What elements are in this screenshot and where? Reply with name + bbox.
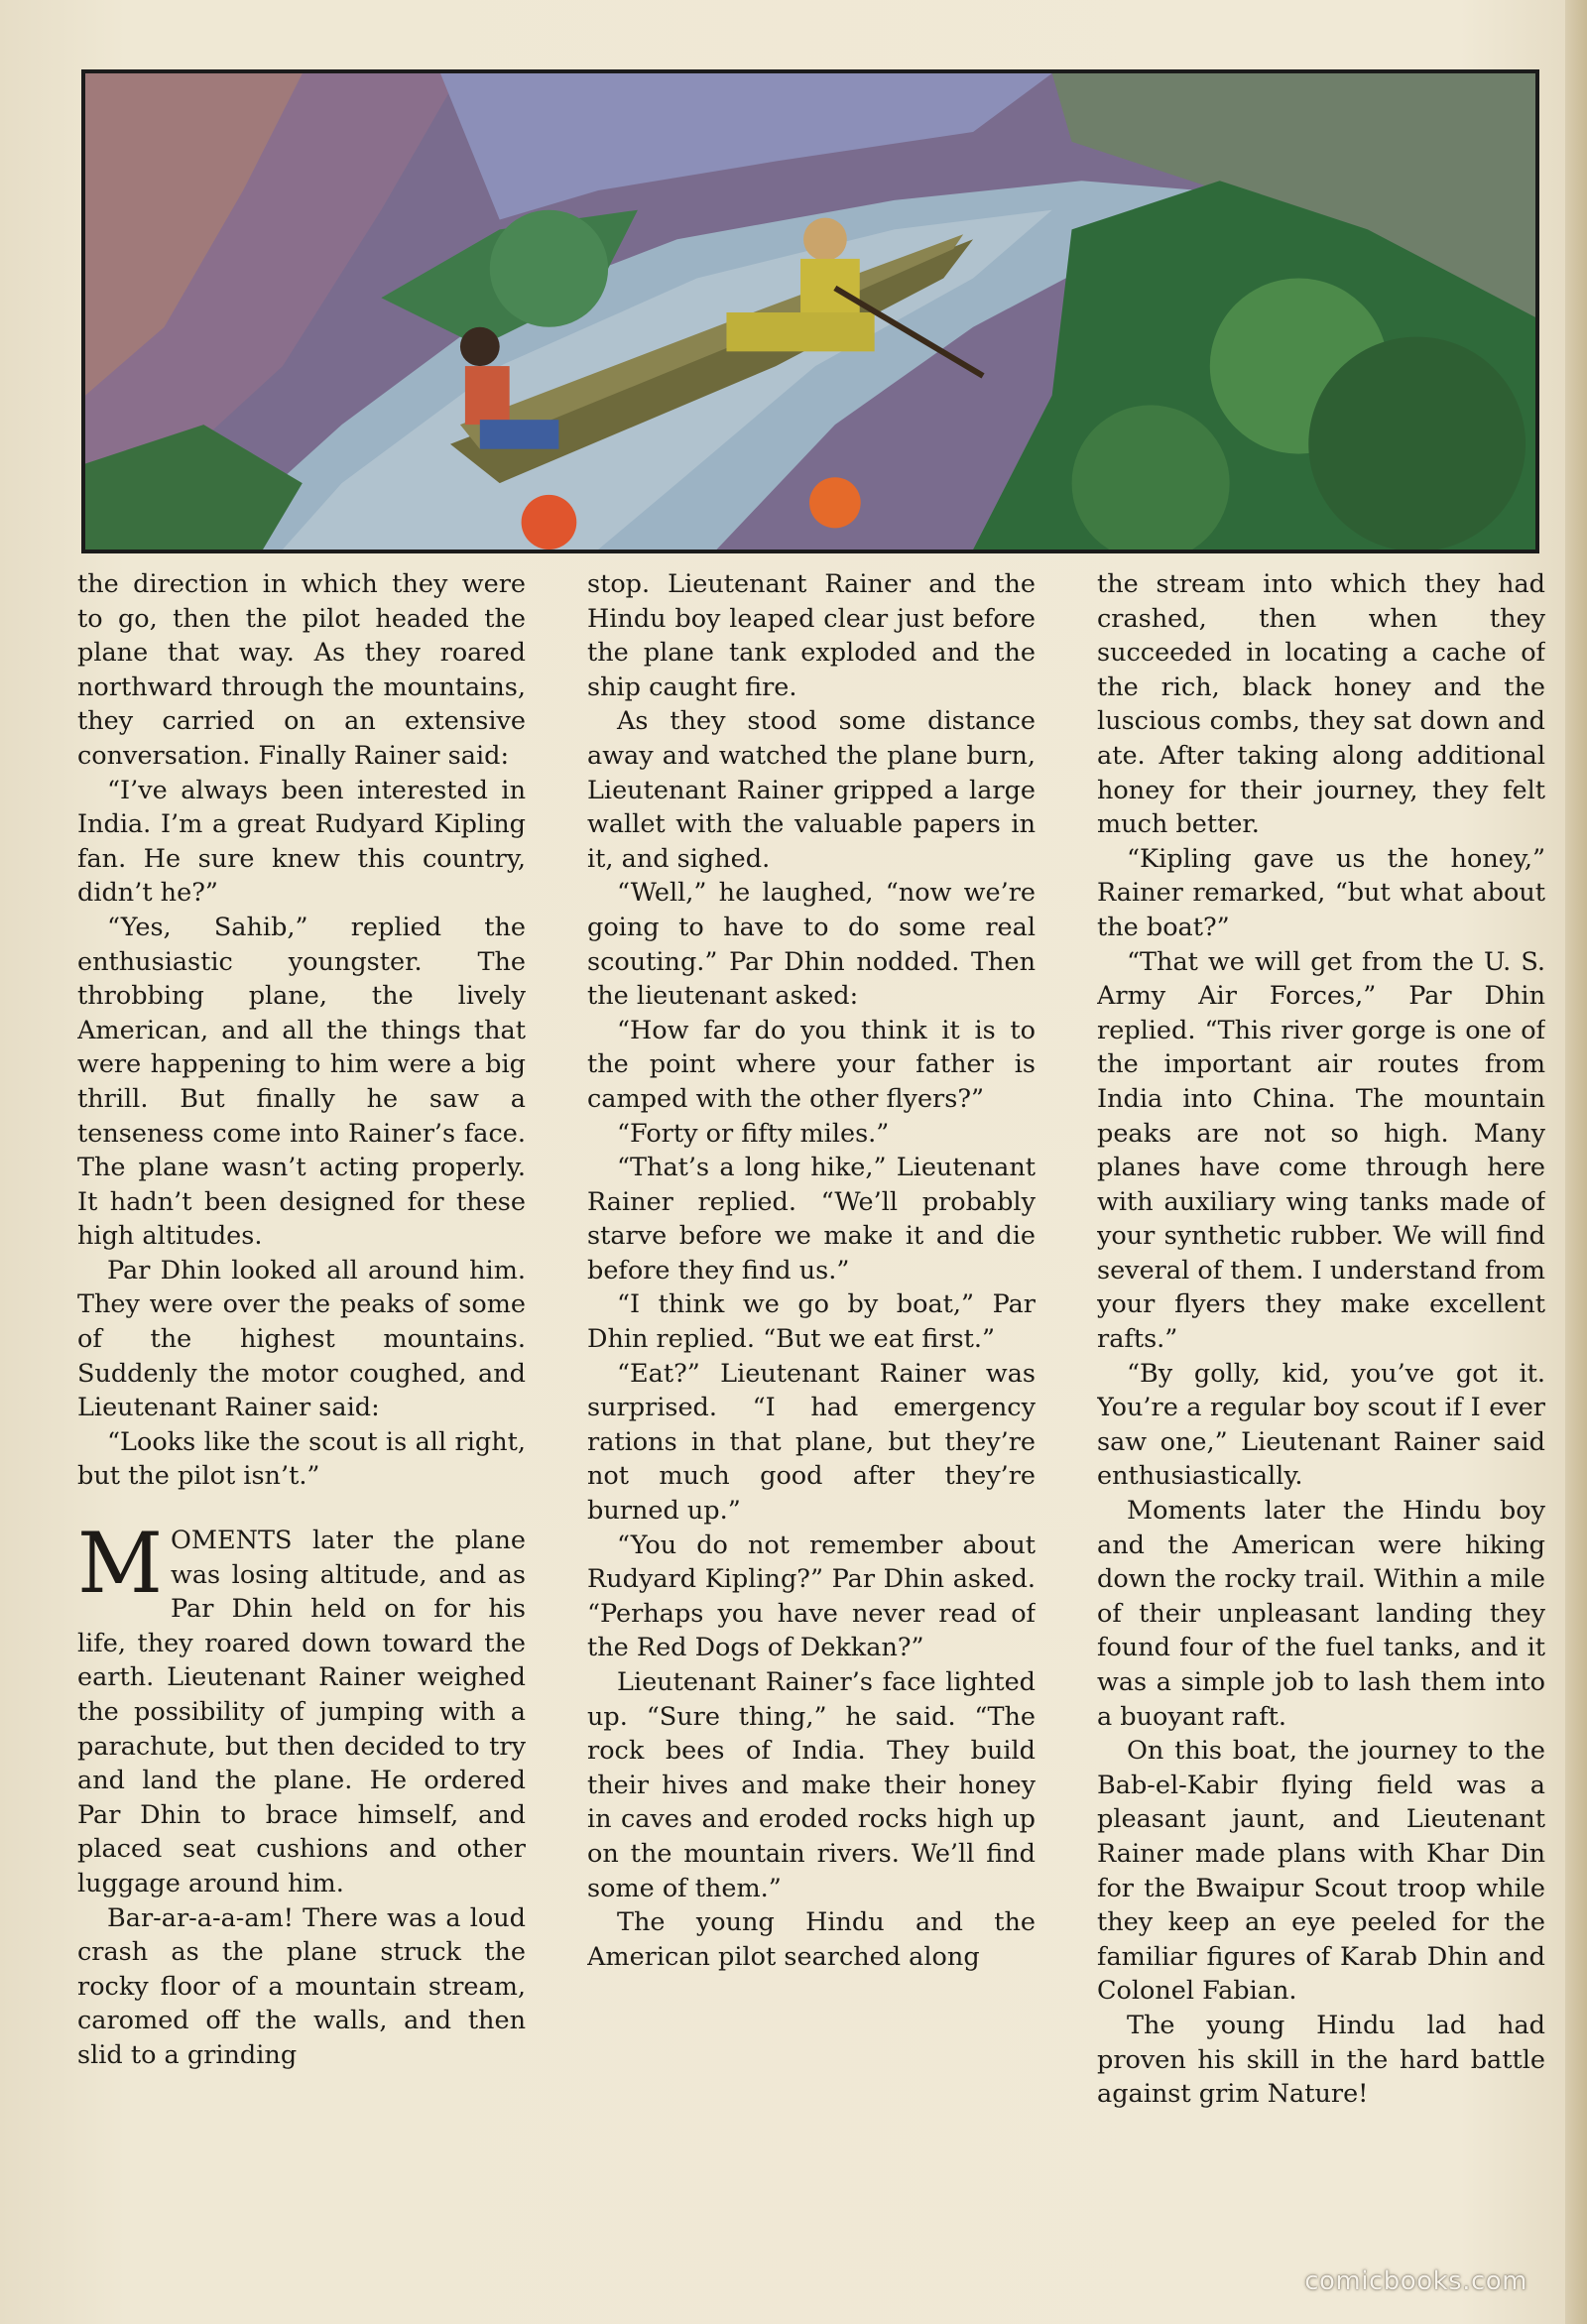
- paragraph: “Kipling gave us the honey,” Rainer remarked, “but what about the boat?”: [1097, 843, 1545, 942]
- paragraph: On this boat, the journey to the Bab-el-Kabir flying field was a pleasant jaunt, and Lieutenant Rainer made plans with Khar Din for the Bwaipur Scout troop while they keep an eye peeled for the familiar figures of Karab Dhin and Colonel Fabian.: [1097, 1736, 1545, 2007]
- paragraph: The young Hindu and the American pilot searched along: [587, 1907, 1036, 1972]
- paragraph: “I think we go by boat,” Par Dhin replied. “But we eat first.”: [587, 1289, 1036, 1355]
- drop-cap-paragraph: [77, 1515, 526, 1901]
- drop-cap-paragraph-text: OMENTS later the plane was losing altitude, and as Par Dhin held on for his life, they roared down toward the earth. Lieutenant Rainer weighed the possibility of jumping with a parachute, but then decided to try and land the plane. He ordered Par Dhin to brace himself, and placed seat cushions and other luggage around him.: [77, 1526, 526, 1898]
- river-raft-icon: [85, 73, 1535, 550]
- paragraph: “That we will get from the U. S. Army Air Forces,” Par Dhin replied. “This river gorge is one of the important air routes from India into China. The mountain peaks are not so high. Many planes have come through here with auxiliary wing tanks made of your synthetic rubber. We will find several of them. I understand from your flyers they make excellent rafts.”: [1097, 946, 1545, 1355]
- paragraph: the stream into which they had crashed, then when they succeeded in locating a cache of the rich, black honey and the luscious combs, they sat down and ate. After taking along additional honey for their journey, they felt much better.: [1097, 569, 1545, 840]
- paragraph: “That’s a long hike,” Lieutenant Rainer replied. “We’ll probably starve before we make it and die before they find us.”: [587, 1153, 1036, 1285]
- paragraph: The young Hindu lad had proven his skill in the hard battle against grim Nature!: [1097, 2010, 1545, 2110]
- paragraph: “Well,” he laughed, “now we’re going to have to do some real scouting.” Par Dhin nodded. Then the lieutenant asked:: [587, 878, 1036, 1012]
- paragraph: Bar-ar-a-a-am! There was a loud crash as the plane struck the rocky floor of a mountain stream, caromed off the walls, and then slid to a grinding: [77, 1902, 526, 2070]
- paragraph: “Looks like the scout is all right, but the pilot isn’t.”: [77, 1426, 526, 1492]
- paragraph: “You do not remember about Rudyard Kipling?” Par Dhin asked. “Perhaps you have never read of the Red Dogs of Dekkan?”: [587, 1529, 1036, 1663]
- river-raft-illustration: [81, 69, 1539, 553]
- text-column-2: [587, 567, 1036, 2254]
- paragraph: “By golly, kid, you’ve got it. You’re a regular boy scout if I ever saw one,” Lieutenant Rainer said enthusiastically.: [1097, 1358, 1545, 1492]
- paragraph: “How far do you think it is to the point where your father is camped with the other flyers?”: [587, 1015, 1036, 1114]
- paragraph: Par Dhin looked all around him. They were over the peaks of some of the highest mountains. Suddenly the motor coughed, and Lieutenant Rainer said:: [77, 1255, 526, 1423]
- paragraph: Moments later the Hindu boy and the American were hiking down the rocky trail. Within a mile of their unpleasant landing they found four of the fuel tanks, and it was a simple job to lash them into a buoyant raft.: [1097, 1496, 1545, 1732]
- paragraph: “Forty or fifty miles.”: [617, 1118, 890, 1149]
- paragraph: “Yes, Sahib,” replied the enthusiastic youngster. The throbbing plane, the lively American, and all the things that were happening to him were a big thrill. But finally he saw a tenseness come into Rainer’s face. The plane wasn’t acting properly. It hadn’t been designed for these high altitudes.: [77, 912, 526, 1252]
- page-spine-edge: [1565, 0, 1587, 2324]
- paragraph: the direction in which they were to go, then the pilot headed the plane that way. As they roared northward through the mountains, they carried on an extensive conversation. Finally Rainer said:: [77, 569, 526, 771]
- drop-cap-letter: M: [77, 1515, 164, 1613]
- paragraph: As they stood some distance away and watched the plane burn, Lieutenant Rainer gripped a large wallet with the valuable papers in it, and sighed.: [587, 706, 1036, 874]
- paragraph: stop. Lieutenant Rainer and the Hindu boy leaped clear just before the plane tank exploded and the ship caught fire.: [587, 569, 1036, 702]
- paragraph: “Eat?” Lieutenant Rainer was surprised. “I had emergency rations in that plane, but they’re not much good after they’re burned up.”: [587, 1358, 1036, 1527]
- article-text: [77, 567, 1545, 2254]
- text-column-1: [77, 567, 526, 2254]
- text-column-3: [1097, 567, 1545, 2254]
- paragraph: “I’ve always been interested in India. I’m a great Rudyard Kipling fan. He sure knew this country, didn’t he?”: [77, 775, 526, 909]
- paragraph: Lieutenant Rainer’s face lighted up. “Sure thing,” he said. “The rock bees of India. They build their hives and make their honey in caves and eroded rocks high up on the mountain rivers. We’ll find some of them.”: [587, 1667, 1036, 1903]
- site-watermark: comicbooks.com: [1304, 2266, 1527, 2296]
